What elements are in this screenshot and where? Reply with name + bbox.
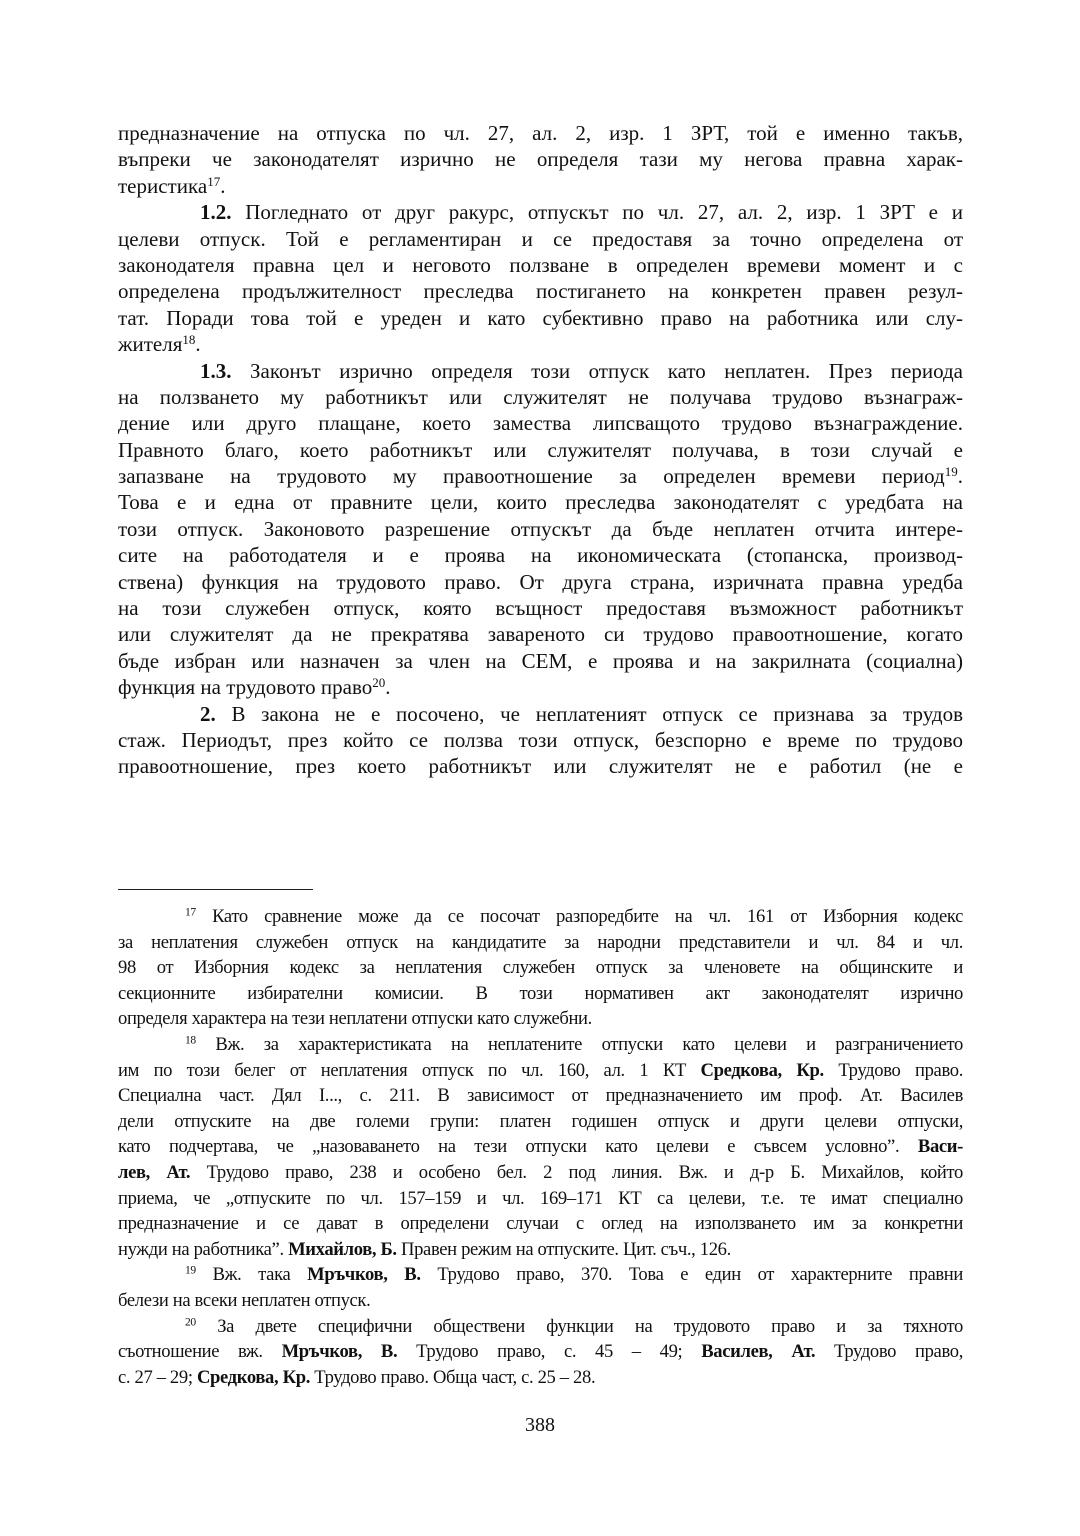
page-number: 388 <box>525 1414 555 1436</box>
text: или служителят да не прекратява завареното си трудово правоотношение, когато <box>118 622 963 647</box>
text: . <box>957 464 963 489</box>
text: 98 от Изборния кодекс за неплатения служебен отпуск за членовете на общинските и <box>118 957 963 979</box>
text-line <box>118 648 963 674</box>
bold-text: лев, Ат. <box>118 1161 191 1183</box>
text: секционните избирателни комисии. В този нормативен акт законодателят изрично <box>118 982 963 1004</box>
text-line <box>118 384 963 410</box>
text-line <box>118 252 963 278</box>
text-line <box>118 674 963 700</box>
text: ствена) функция на трудовото право. От друга страна, изричната правна уредба <box>118 569 963 594</box>
text-line <box>118 753 963 779</box>
bold-text: Михайлов, Б. <box>288 1238 397 1260</box>
text: предназначение на отпуска по чл. 27, ал. 2, изр. 1 ЗРТ, той е именно такъв, <box>118 121 963 145</box>
footnote-ref: 19 <box>185 1264 196 1277</box>
text: Трудово право. <box>823 1059 963 1081</box>
text: съотношение вж. <box>118 1341 282 1363</box>
footnote-line <box>118 1134 963 1160</box>
text: Трудово право, 238 и особено бел. 2 под линия. Вж. и д-р Б. Михайлов, който <box>190 1161 963 1183</box>
text-line <box>118 226 963 252</box>
text-line <box>118 199 963 225</box>
footnote-line <box>118 1160 963 1186</box>
text: с. 27 – 29; <box>118 1366 197 1388</box>
text: този отпуск. Законовото разрешение отпускът да бъде неплатен отчита интере- <box>118 516 963 541</box>
bold-text: Мръчков, В. <box>281 1341 398 1363</box>
bold-text: Мръчков, В. <box>307 1264 421 1286</box>
footnote-line <box>118 1083 963 1109</box>
text: запазване на трудовото му правоотношение за определен времеви период <box>118 464 945 489</box>
text-line <box>118 701 963 727</box>
footnote-line <box>118 1006 963 1032</box>
footnote-line <box>118 1237 963 1263</box>
text: Погледнато от друг ракурс, отпускът по чл. 27, ал. 2, изр. 1 ЗРТ е и <box>231 200 963 225</box>
footnotes <box>118 904 963 1390</box>
text: Като сравнение може да се посочат разпоредбите на чл. 161 от Изборния кодекс <box>195 906 963 927</box>
footnote-line <box>118 1058 963 1084</box>
text: дели отпуските на две големи групи: платен годишен отпуск и други целеви отпуски, <box>118 1110 963 1132</box>
bold-text: Средкова, Кр. <box>196 1366 310 1388</box>
text: Трудово право, с. 45 – 49; <box>397 1341 702 1363</box>
bold-text: 2. <box>200 701 216 726</box>
text: тат. Поради това той е уреден и като субективно право на работника или слу- <box>118 305 963 330</box>
text: въпреки че законодателят изрично не определя тази му негова правна харак- <box>118 147 963 172</box>
bold-text: Василев, Ат. <box>701 1341 816 1363</box>
bold-text: Васи- <box>917 1136 963 1158</box>
footnote-line <box>118 1365 963 1391</box>
text-line <box>118 516 963 542</box>
text-line <box>118 569 963 595</box>
footnote-line <box>118 955 963 981</box>
text-line <box>118 542 963 568</box>
footnote-ref: 17 <box>207 173 221 189</box>
text-line <box>118 173 963 199</box>
text-line <box>118 120 963 146</box>
text: бъде избран или назначен за член на СЕМ, е проява и на закрилната (социална) <box>118 648 963 673</box>
text: . <box>220 173 226 198</box>
footnote-line <box>118 981 963 1007</box>
text-line <box>118 410 963 436</box>
footnote-ref: 18 <box>185 1034 196 1047</box>
bold-text: 1.2. <box>200 200 232 225</box>
text: целеви отпуск. Той е регламентиран и се предоставя за точно определена от <box>118 226 963 251</box>
text: . <box>385 675 391 700</box>
footnote-line <box>118 1288 963 1314</box>
main-text <box>118 120 963 780</box>
text-line <box>118 305 963 331</box>
footnote-ref: 20 <box>372 675 386 691</box>
text: Правен режим на отпуските. Цит. съч., 126. <box>396 1238 731 1260</box>
text-line <box>118 463 963 489</box>
text: предназначение и се дават в определени случаи с оглед на използването им за конкретни <box>118 1213 963 1235</box>
text-line <box>118 146 963 172</box>
text: на ползването му работникът или служителят не получава трудово възнаграж- <box>118 384 963 409</box>
text: нужди на работника”. <box>118 1238 289 1260</box>
bold-text: 1.3. <box>200 358 232 383</box>
text-line <box>118 278 963 304</box>
text-line <box>118 331 963 357</box>
text-line <box>118 595 963 621</box>
footnote-line <box>118 1314 963 1340</box>
text: определена продължителност преследва постигането на конкретен правен резул- <box>118 279 963 304</box>
text: законодателя правна цел и неговото ползване в определен времеви момент и с <box>118 252 963 277</box>
footnote-line <box>118 1211 963 1237</box>
footnote-line <box>118 1186 963 1212</box>
footnote-ref: 20 <box>185 1316 196 1329</box>
text: функция на трудовото право <box>118 675 373 700</box>
text: Това е и една от правните цели, които преследва законодателят с уредбата на <box>118 490 963 515</box>
text: Законът изрично определя този отпуск като неплатен. През периода <box>231 358 963 383</box>
text: Трудово право, <box>815 1341 964 1363</box>
text: теристика <box>118 173 208 198</box>
text: Трудово право, 370. Това е един от характерните правни <box>420 1264 964 1286</box>
text-line <box>118 437 963 463</box>
text: сите на работодателя и е проява на икономическата (стопанска, производ- <box>118 543 963 568</box>
text: жителя <box>118 332 183 357</box>
footnote-line <box>118 1109 963 1135</box>
text: За двете специфични обществени функции на трудовото право и за тяхното <box>195 1315 963 1337</box>
text: стаж. Периодът, през който се ползва този отпуск, безспорно е време по трудово <box>118 727 963 752</box>
text: Правното благо, което работникът или служителят получава, в този случай е <box>118 437 963 462</box>
text-line <box>118 727 963 753</box>
footnote-line <box>118 1262 963 1288</box>
footnote-line <box>118 930 963 956</box>
bold-text: Средкова, Кр. <box>700 1059 824 1081</box>
footnote-line <box>118 1032 963 1058</box>
text: Вж. за характеристиката на неплатените отпуски като целеви и разграничението <box>195 1033 963 1055</box>
text-line <box>118 621 963 647</box>
footnote-ref: 17 <box>185 906 196 919</box>
text-line <box>118 358 963 384</box>
text: като подчертава, че „назоваването на тези отпуски като целеви е съвсем условно”. <box>118 1136 918 1158</box>
text: дение или друго плащане, което замества липсващото трудово възнаграждение. <box>118 411 963 436</box>
text: Вж. така <box>195 1264 308 1286</box>
text: Специална част. Дял I..., с. 211. В зависимост от предназначението им проф. Ат. Василев <box>118 1085 963 1107</box>
text: определя характера на тези неплатени отпуски като служебни. <box>118 1008 592 1030</box>
text: на този служебен отпуск, която всъщност предоставя възможност работникът <box>118 596 963 621</box>
text-line <box>118 489 963 515</box>
footnote-line <box>118 1339 963 1365</box>
text: В закона не е посочено, че неплатеният отпуск се признава за трудов <box>215 701 963 726</box>
text: . <box>195 332 201 357</box>
footnote-separator <box>118 889 313 890</box>
text: белези на всеки неплатен отпуск. <box>118 1289 371 1311</box>
footnote-line <box>118 904 963 930</box>
text: им по този белег от неплатения отпуск по чл. 160, ал. 1 КТ <box>118 1059 701 1081</box>
footnote-ref: 18 <box>182 331 196 347</box>
text: Трудово право. Обща част, с. 25 – 28. <box>310 1366 596 1388</box>
text: правоотношение, през което работникът или служителят не е работил (не е <box>118 754 963 779</box>
text: за неплатения служебен отпуск на кандидатите за народни представители и чл. 84 и чл. <box>118 931 963 953</box>
footnote-ref: 19 <box>944 463 958 479</box>
text: приема, че „отпуските по чл. 157–159 и чл. 169–171 КТ са целеви, т.е. те имат специално <box>118 1187 963 1209</box>
